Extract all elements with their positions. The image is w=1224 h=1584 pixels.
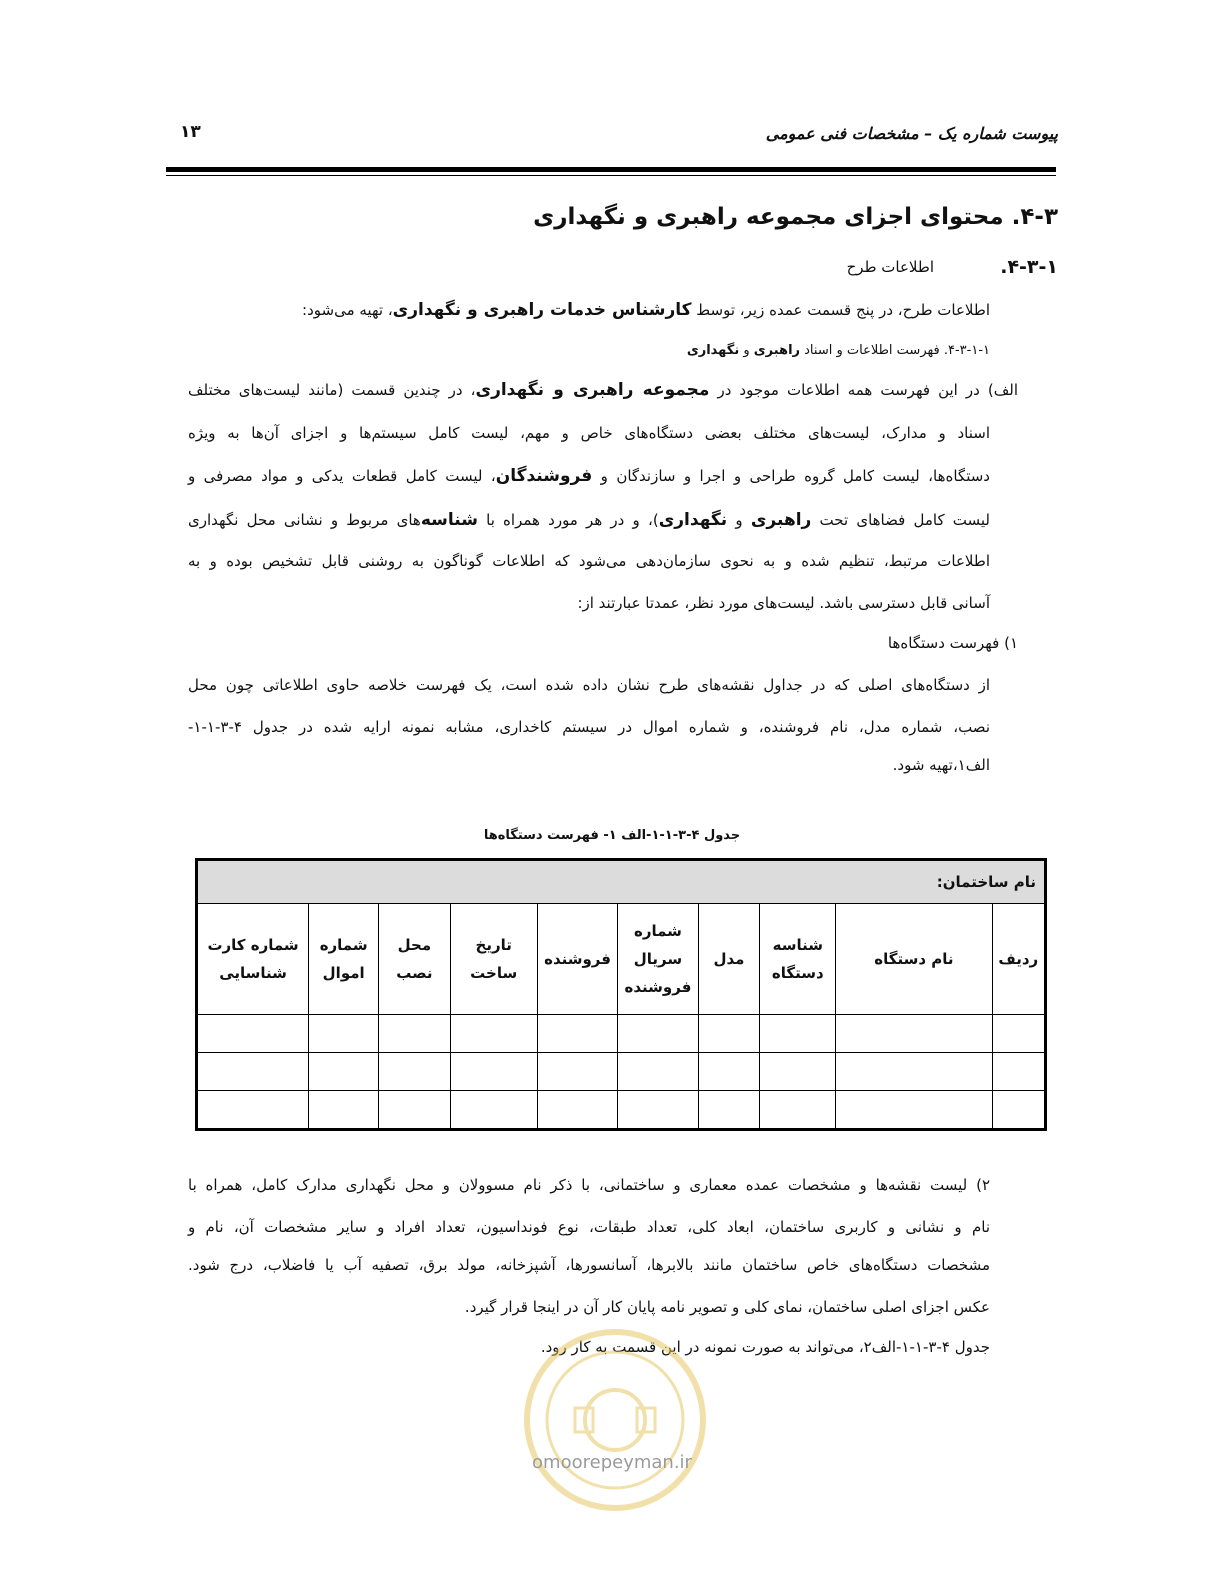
column-header (618, 904, 698, 1015)
intro-bold-term: کارشناس خدمات راهبری و نگهداری (392, 300, 692, 320)
item-2-line-2: نام و نشانی و کاربری ساختمان، ابعاد کلی، تعداد طبقات، نوع فونداسیون، تعداد افراد و سایر مشخصات آن، نام و (188, 1218, 990, 1236)
watermark-seal-icon (495, 1320, 735, 1540)
table-cell (836, 1091, 992, 1130)
column-header-line: شماره (319, 936, 368, 954)
item-1-line-3: الف۱،تهیه شود. (892, 756, 990, 774)
para-alef-line-5: اطلاعات مرتبط، تنظیم شده و به نحوی سازمان‌دهی می‌شود که اطلاعات گوناگون به روشنی قابل تشخیص بوده و به (188, 552, 990, 570)
table-cell (450, 1015, 537, 1053)
item-1-line-1: از دستگاه‌های اصلی که در جداول نقشه‌های طرح نشان داده شده است، یک فهرست خلاصه حاوی اطلاعاتی چون محل (188, 676, 990, 694)
para-text: )، و در هر مورد همراه با (477, 511, 659, 529)
intro-text: ، تهیه می‌شود: (302, 301, 393, 319)
table-row (197, 1091, 1046, 1130)
para-alef-line-3 (188, 466, 990, 486)
column-header-line: مدل (713, 950, 745, 968)
table-cell (197, 1015, 309, 1053)
table-cell (992, 1053, 1045, 1091)
item-1-line-2: نصب، شماره مدل، نام فروشنده، و شماره اموال در سیستم کاخداری، مشابه نمونه ارایه شده در جدول ۴-۳-۱-۱- (188, 718, 990, 736)
column-header (450, 904, 537, 1015)
section-heading: ۴-۳. محتوای اجزای مجموعه راهبری و نگهداری (533, 204, 1058, 230)
column-header-line: اموال (322, 964, 365, 982)
table-cell (698, 1053, 760, 1091)
table-cell (309, 1053, 379, 1091)
para-alef-line-1 (188, 380, 1018, 400)
intro-text: اطلاعات طرح، در پنج قسمت عمده زیر، توسط (691, 301, 990, 319)
item-heading-text: ۴-۳-۱-۱. فهرست اطلاعات و اسناد (800, 343, 990, 358)
column-header-line: شماره (633, 922, 682, 940)
table-cell (698, 1091, 760, 1130)
column-header-line: سریال (633, 950, 683, 968)
item-2-line-3: مشخصات دستگاه‌های خاص ساختمان مانند بالابرها، آسانسورها، آشپزخانه، مولد برق، تصفیه آب یا فاضلاب، درج شود. (188, 1256, 990, 1274)
item-heading-text: و (739, 343, 754, 358)
building-name-label: نام ساختمان: (197, 860, 1046, 904)
para-alef-line-6: آسانی قابل دسترسی باشد. لیست‌های مورد نظر، عمدتا عبارتند از: (577, 594, 990, 612)
para-alef-line-4 (188, 510, 990, 530)
table-cell (992, 1015, 1045, 1053)
header-title: پیوست شماره یک – مشخصات فنی عمومی (765, 124, 1058, 143)
subsection-title: اطلاعات طرح (846, 258, 934, 276)
table-cell (618, 1053, 698, 1091)
column-header (760, 904, 836, 1015)
item-heading-bold: نگهداری (686, 343, 740, 358)
column-header (537, 904, 617, 1015)
intro-line-1 (302, 300, 990, 320)
column-header-line: شناسایی (219, 964, 287, 982)
column-header-line: دستگاه (771, 964, 824, 982)
table-cell (992, 1091, 1045, 1130)
column-header-line: شماره کارت (207, 936, 299, 954)
column-header-line: ردیف (998, 950, 1039, 968)
item-2-line-1: ۲) لیست نقشه‌ها و مشخصات عمده معماری و ساختمانی، با ذکر نام مسوولان و محل نگهداری مدارک کامل، همراه با (188, 1176, 990, 1194)
para-alef-line-2: اسناد و مدارک، لیست‌های مختلف بعضی دستگاه‌های خاص و مهم، لیست کامل سیستم‌ها و اجزای آن‌ها به ویژه (188, 424, 990, 442)
table-row (197, 1053, 1046, 1091)
column-header-line: شناسه (772, 936, 823, 954)
table-cell (537, 1053, 617, 1091)
device-list-table (195, 858, 1047, 1131)
column-header (309, 904, 379, 1015)
table-cell (309, 1015, 379, 1053)
item-2-line-4: عکس اجزای اصلی ساختمان، نمای کلی و تصویر نامه پایان کار آن در اینجا قرار گیرد. (464, 1298, 990, 1316)
watermark-site: omoorepeyman.ir (532, 1452, 692, 1473)
column-header (836, 904, 992, 1015)
subsection-number: ۴-۳-۱. (1000, 256, 1058, 278)
table-cell (836, 1015, 992, 1053)
para-text: لیست کامل فضاهای تحت (811, 511, 990, 529)
table-cell (537, 1015, 617, 1053)
subsection-item-heading (687, 343, 990, 358)
table-cell (760, 1053, 836, 1091)
column-header (379, 904, 450, 1015)
table-row (197, 1015, 1046, 1053)
table-header-row (197, 904, 1046, 1015)
header-rule-thin (166, 175, 1056, 176)
para-text: ‌های مربوط و نشانی محل نگهداری (188, 511, 421, 529)
table-cell (698, 1015, 760, 1053)
table-cell (836, 1053, 992, 1091)
table-cell (197, 1091, 309, 1130)
para-text: ، در چندین قسمت (مانند لیست‌های مختلف (188, 381, 476, 399)
column-header-line: فروشنده (624, 978, 692, 996)
table-caption: جدول ۴-۳-۱-۱-الف ۱- فهرست دستگاه‌ها (483, 828, 741, 843)
para-bold-term: فروشندگان (495, 466, 593, 486)
item-heading-bold: راهبری (753, 343, 801, 358)
table-cell (450, 1053, 537, 1091)
column-header (992, 904, 1045, 1015)
item-1-title: ۱) فهرست دستگاه‌ها (887, 634, 1018, 652)
para-bold-term: مجموعه راهبری و نگهداری (475, 380, 710, 400)
para-text: ، لیست کامل قطعات یدکی و مواد مصرفی و (188, 467, 496, 485)
header-rule-thick (166, 167, 1056, 172)
table-cell (379, 1053, 450, 1091)
para-bold-term: شناسه (420, 510, 478, 530)
para-bold-term: نگهداری (658, 510, 728, 530)
table-cell (537, 1091, 617, 1130)
column-header (197, 904, 309, 1015)
column-header-line: نصب (396, 964, 433, 982)
table-cell (309, 1091, 379, 1130)
table-cell (379, 1015, 450, 1053)
table-cell (450, 1091, 537, 1130)
para-text: و (727, 511, 751, 529)
para-text: دستگاه‌ها، لیست کامل گروه طراحی و اجرا و سازندگان و (592, 467, 990, 485)
table-cell (197, 1053, 309, 1091)
table-cell (760, 1091, 836, 1130)
column-header-line: محل (397, 936, 432, 954)
table-cell (379, 1091, 450, 1130)
para-bold-term: راهبری (750, 510, 812, 530)
table-cell (760, 1015, 836, 1053)
item-2-line-5: جدول ۴-۳-۱-۱-الف۲، می‌تواند به صورت نمونه در این قسمت به کار رود. (540, 1338, 990, 1356)
column-header-line: نام دستگاه (874, 950, 954, 968)
column-header-line: ساخت (470, 964, 518, 982)
column-header-line: فروشنده (544, 950, 611, 968)
column-header-line: تاریخ (475, 936, 512, 954)
table-cell (618, 1015, 698, 1053)
para-text: الف) در این فهرست همه اطلاعات موجود در (709, 381, 1018, 399)
column-header (698, 904, 760, 1015)
page-number: ۱۳ (180, 122, 201, 142)
table-cell (618, 1091, 698, 1130)
